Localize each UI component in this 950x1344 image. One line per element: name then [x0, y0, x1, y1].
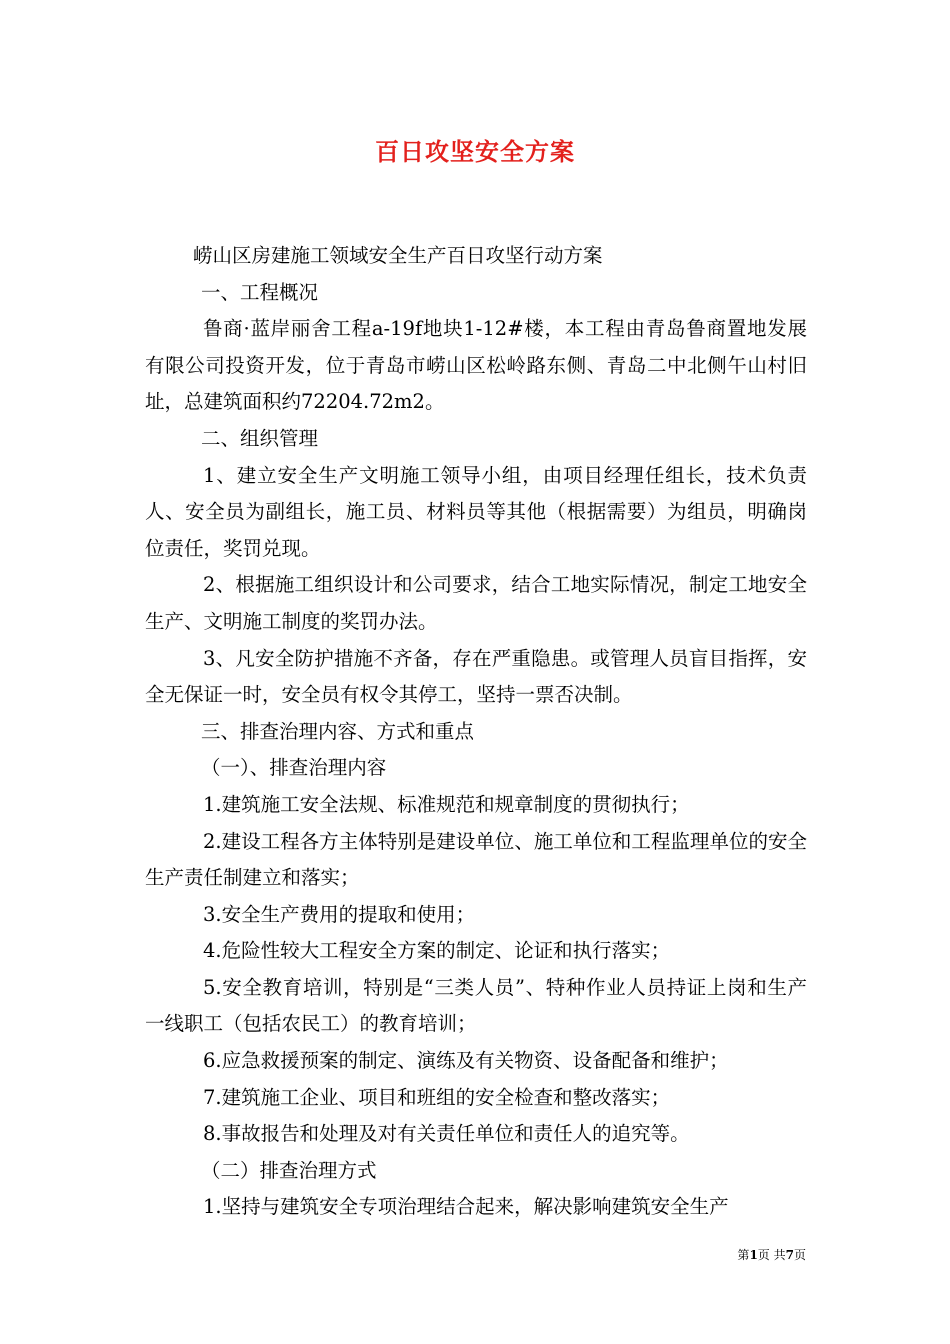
paragraph: 一、工程概况 — [201, 280, 319, 304]
paragraph: 二、组织管理 — [201, 426, 319, 450]
paragraph: 三、排查治理内容、方式和重点 — [201, 719, 475, 743]
paragraph: 1.坚持与建筑安全专项治理结合起来，解决影响建筑安全生产 — [203, 1195, 729, 1219]
paragraph: 1.建筑施工安全法规、标准规范和规章制度的贯彻执行； — [203, 792, 690, 816]
page-footer — [0, 1246, 806, 1263]
paragraph: 崂山区房建施工领域安全生产百日攻坚行动方案 — [193, 244, 603, 267]
paragraph: 2、根据施工组织设计和公司要求，结合工地实际情况，制定工地安全生产、文明施工制度的奖罚办法。 — [145, 573, 807, 633]
paragraph: 6.应急救援预案的制定、演练及有关物资、设备配备和维护； — [203, 1049, 729, 1073]
paragraph: （一）、排查治理内容 — [201, 756, 387, 780]
footer-middle: 页 共 — [757, 1248, 786, 1262]
paragraph: 3、凡安全防护措施不齐备，存在严重隐患。或管理人员盲目指挥，安全无保证一时，安全员有权令其停工，坚持一票否决制。 — [145, 646, 807, 707]
paragraph: 8.事故报告和处理及对有关责任单位和责任人的追究等。 — [203, 1122, 690, 1146]
footer-total-pages: 7 — [785, 1248, 794, 1262]
footer-prefix: 第 — [737, 1248, 750, 1262]
footer-page-number: 1 — [749, 1248, 758, 1262]
paragraph: （二）排查治理方式 — [201, 1158, 377, 1182]
paragraph: 2.建设工程各方主体特别是建设单位、施工单位和工程监理单位的安全生产责任制建立和落实； — [145, 829, 807, 890]
paragraph: 3.安全生产费用的提取和使用； — [203, 902, 476, 926]
paragraph: 7.建筑施工企业、项目和班组的安全检查和整改落实； — [203, 1085, 671, 1109]
paragraph: 1、建立安全生产文明施工领导小组，由项目经理任组长，技术负责人、安全员为副组长，施工员、材料员等其他（根据需要）为组员，明确岗位责任，奖罚兑现。 — [145, 463, 807, 560]
paragraph: 4.危险性较大工程安全方案的制定、论证和执行落实； — [203, 939, 671, 963]
paragraph: 5.安全教育培训，特别是“三类人员”、特种作业人员持证上岗和生产一线职工（包括农民工）的教育培训； — [145, 975, 807, 1036]
paragraph: 鲁商·蓝岸丽舍工程a-19f地块1-12#楼，本工程由青岛鲁商置地发展有限公司投资开发，位于青岛市崂山区松岭路东侧、青岛二中北侧午山村旧址，总建筑面积约72204.72m2。 — [145, 317, 807, 414]
document-title: 百日攻坚安全方案 — [375, 137, 575, 166]
document-body — [145, 238, 807, 1226]
footer-suffix: 页 — [793, 1248, 806, 1262]
